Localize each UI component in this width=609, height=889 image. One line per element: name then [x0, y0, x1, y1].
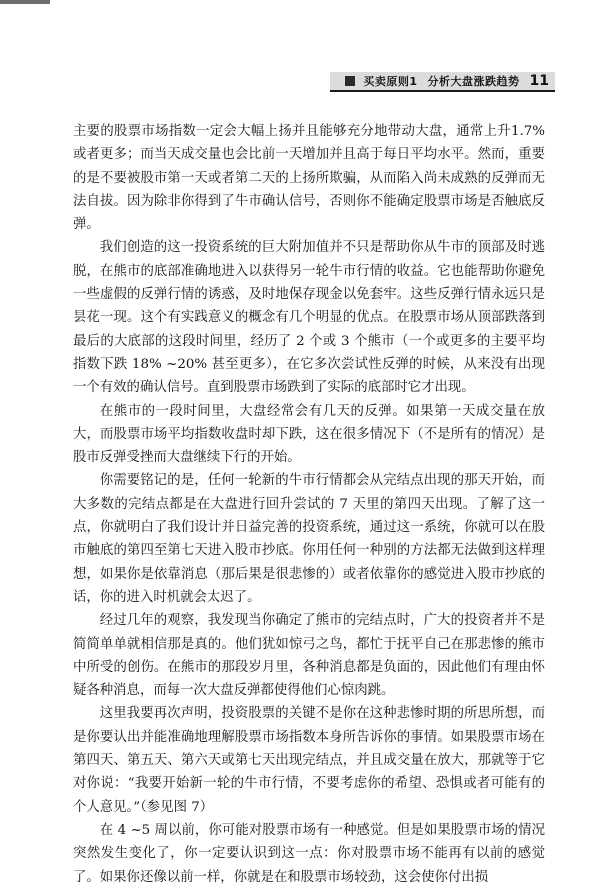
- header-chapter-title: 分析大盘涨跌趋势: [427, 75, 520, 88]
- paragraph: 我们创造的这一投资系统的巨大附加值并不只是帮助你从牛市的顶部及时逃脱，在熊市的底部准确地进入以获得另一轮牛市行情的收益。它也能帮助你避免一些虚假的反弹行情的诱惑，及时地保存现金以免套牢。这些反弹行情永远只是昙花一现。这个有实践意义的概念有几个明显的优点。在股票市场从顶部跌落到最后的大底部的这段时间里，经历了 2 个或 3 个熊市（一个或更多的主要平均指数下跌 18% ~20% 甚至更多），在它多次尝试性反弹的时候，从来没有出现一个有效的确认信号。直到股票市场跌到了实际的底部时它才出现。: [73, 240, 545, 396]
- header-section: 买卖原则1: [363, 75, 418, 88]
- paragraph: 你需要铭记的是，任何一轮新的牛市行情都会从完结点出现的那天开始，而大多数的完结点都是在大盘进行回升尝试的 7 天里的第四天出现。了解了这一点，你就明白了我们设计并日益完善的投资系统，通过这一系统，你就可以在股市触底的第四至第七天进入股市抄底。你用任何一种别的方法都无法做到这样理想，如果你是依靠消息（那后果是很悲惨的）或者依靠你的感觉进入股市抄底的话，你的进入时机就会太迟了。: [73, 473, 545, 605]
- paragraph: 在熊市的一段时间里，大盘经常会有几天的反弹。如果第一天成交量在放大，而股票市场平均指数收盘时却下跌，这在很多情况下（不是所有的情况）是股市反弹受挫而大盘继续下行的开始。: [73, 403, 545, 466]
- body-text: [73, 120, 545, 889]
- paragraph: 这里我要再次声明，投资股票的关键不是你在这种悲惨时期的所思所想，而是你要认出并能准确地理解股票市场指数本身所告诉你的事情。如果股票市场在第四天、第五天、第六天或第七天出现完结点，并且成交量在放大，那就等于它对你说：“我要开始新一轮的牛市行情，不要考虑你的希望、恐惧或者可能有的个人意见。”（参见图 7）: [73, 706, 545, 815]
- top-edge-rule: [0, 0, 50, 4]
- paragraph: 在 4 ~5 周以前，你可能对股票市场有一种感觉。但是如果股票市场的情况突然发生变化了，你一定要认识到这一点：你对股票市场不能再有以前的感觉了。如果你还像以前一样，你就是在和股票市场较劲，这会使你付出损: [73, 822, 545, 885]
- paragraph: 经过几年的观察，我发现当你确定了熊市的完结点时，广大的投资者并不是简简单单就相信那是真的。他们犹如惊弓之鸟，都忙于抚平自己在那悲惨的熊市中所受的创伤。在熊市的那段岁月里，各种消息都是负面的，因此他们有理由怀疑各种消息，而每一次大盘反弹都使得他们心惊肉跳。: [73, 613, 545, 699]
- page-number: 11: [529, 73, 549, 89]
- paragraph: 主要的股票市场指数一定会大幅上扬并且能够充分地带动大盘，通常上升1.7% 或者更多；而当天成交量也会比前一天增加并且高于每日平均水平。然而，重要的是不要被股市第一天或者第二天的上扬所欺骗，从而陷入尚未成熟的反弹而无法自拔。因为除非你得到了牛市确认信号，否则你不能确定股票市场是否触底反弹。: [73, 124, 545, 233]
- running-header: [330, 72, 555, 92]
- header-square-icon: [345, 76, 355, 86]
